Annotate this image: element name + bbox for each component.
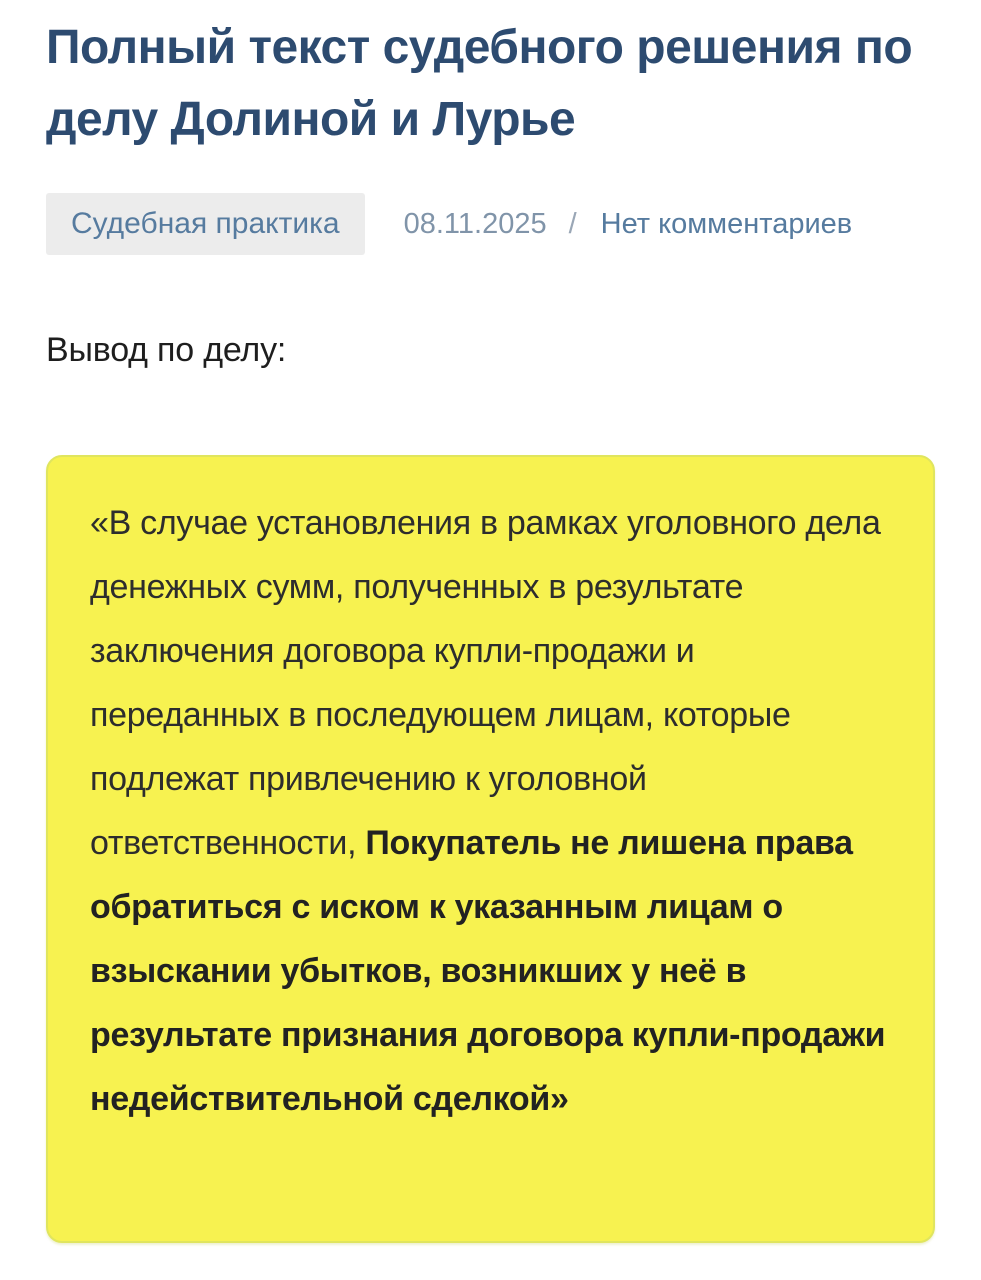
comments-link[interactable]: Нет комментариев	[600, 207, 853, 240]
page-title: Полный текст судебного решения по делу Долиной и Лурье	[46, 21, 913, 146]
intro-text: Вывод по делу:	[46, 331, 287, 369]
meta-separator: /	[568, 207, 577, 240]
category-badge[interactable]: Судебная практика	[46, 193, 365, 255]
quote-highlight-box	[46, 455, 935, 1243]
post-date: 08.11.2025	[403, 207, 547, 240]
quote-text-regular: «В случае установления в рамках уголовного дела денежных сумм, полученных в результате заключения договора купли-продажи и переданных в последующем лицам, которые подлежат привлечению к уголовной ответственности,	[90, 504, 881, 862]
post-meta-row	[46, 193, 935, 255]
quote-text-bold: Покупатель не лишена права обратиться с иском к указанным лицам о взыскании убытков, возникших у неё в результате признания договора купли-продажи недействительной сделкой»	[90, 824, 886, 1118]
